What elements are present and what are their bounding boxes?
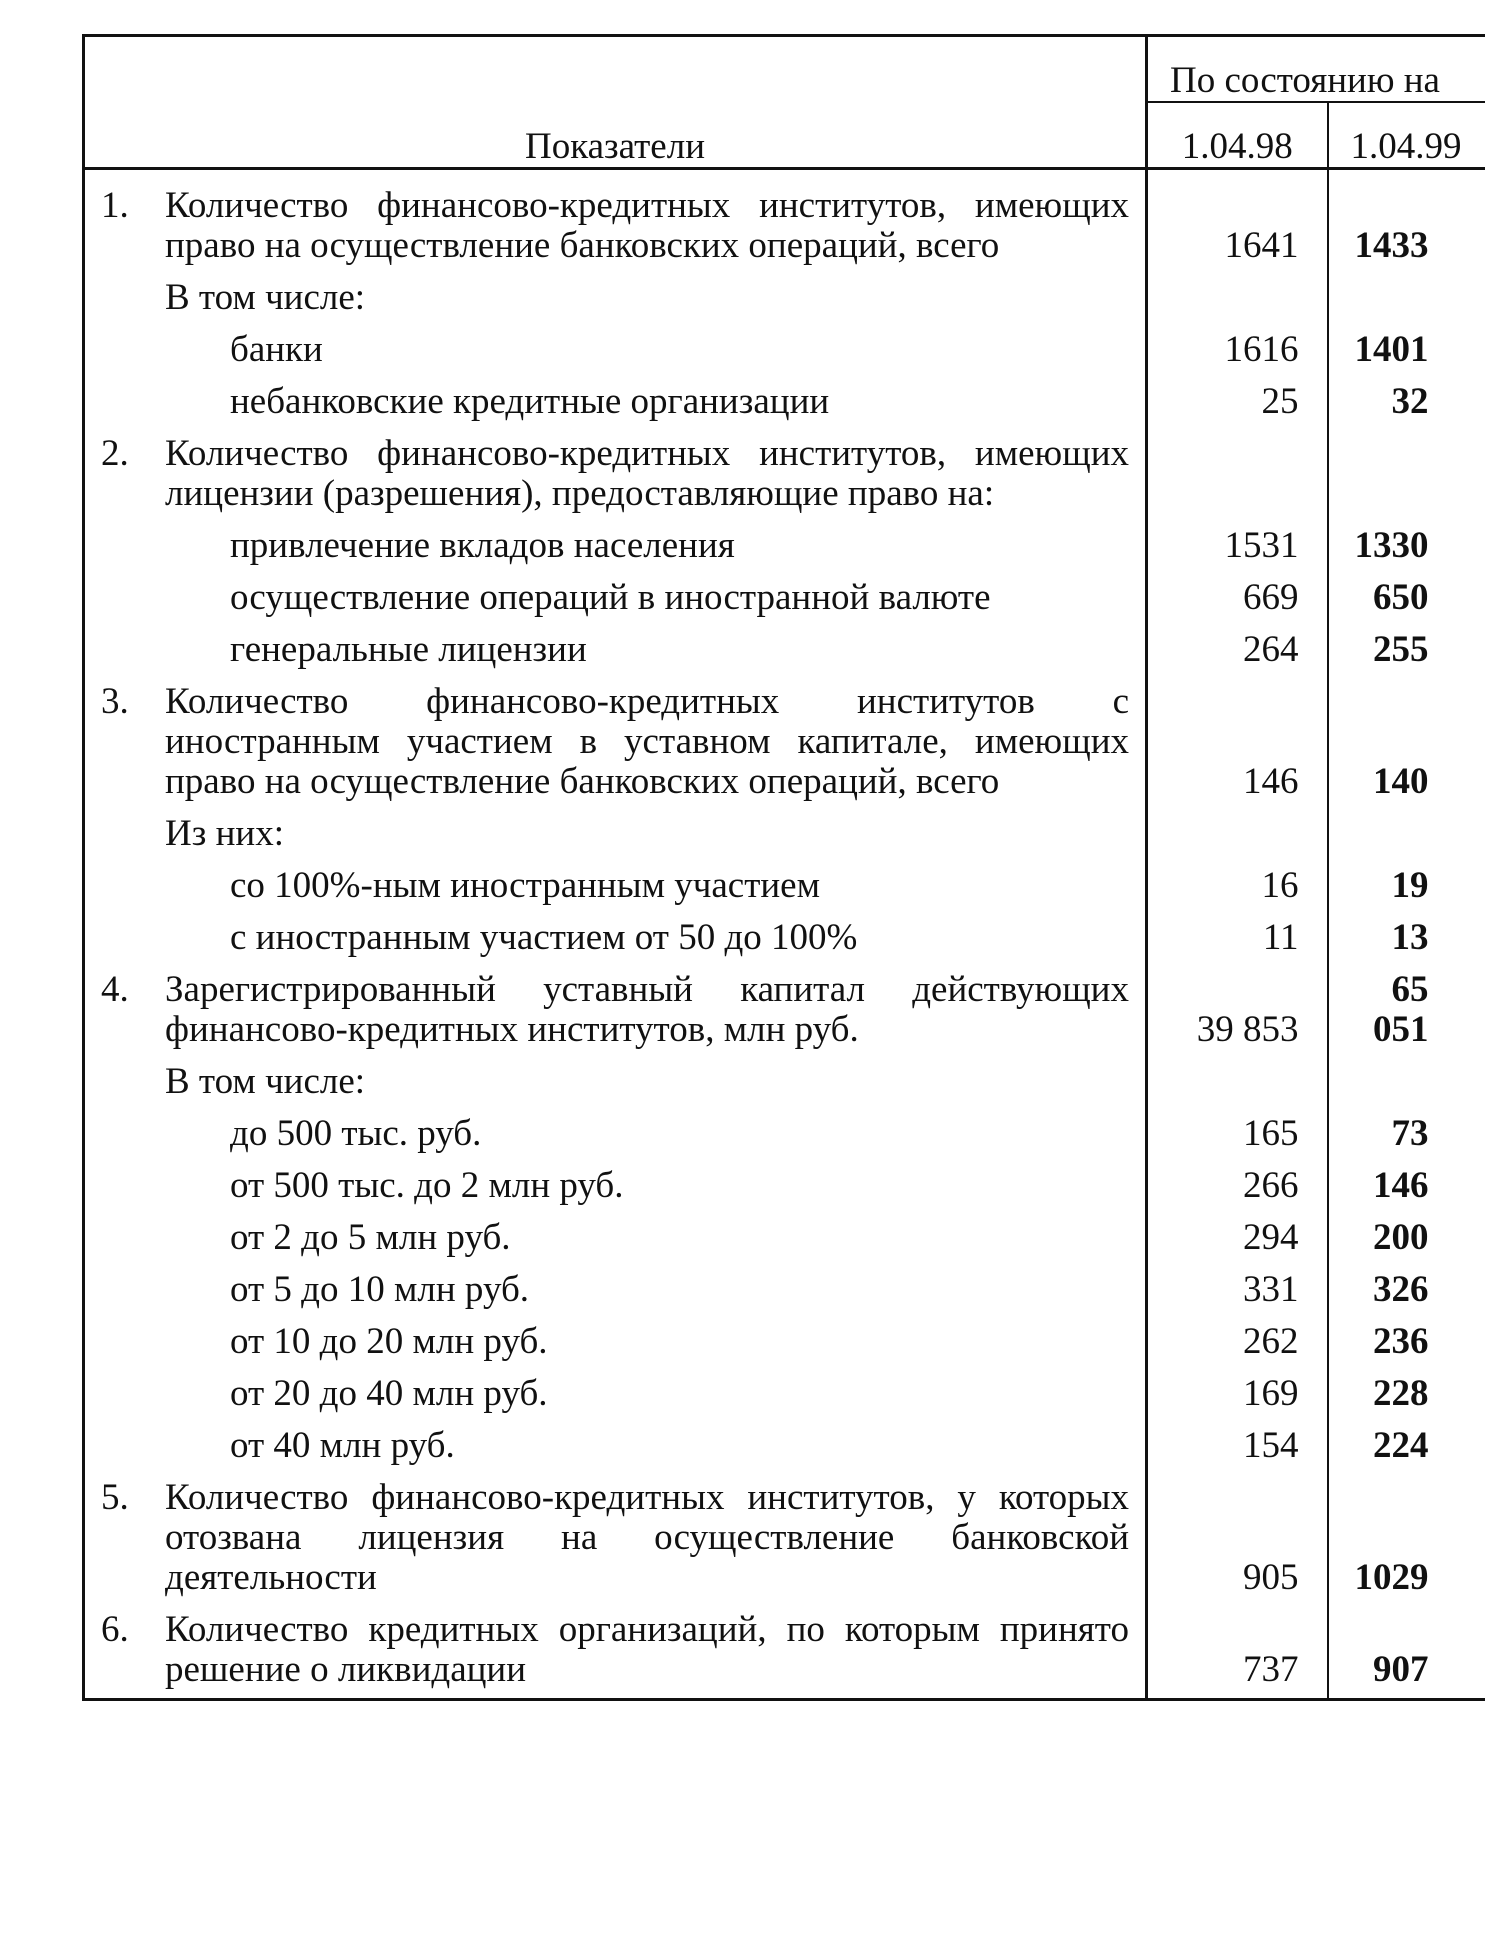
value-1999: 200 [1373, 1217, 1429, 1258]
indicator-item [85, 434, 1145, 514]
value-1998 [1147, 422, 1328, 514]
row-label-cell [84, 854, 1147, 906]
value-1998: 146 [1147, 670, 1328, 802]
row-label-cell [84, 1310, 1147, 1362]
row-label-cell [84, 1466, 1147, 1598]
item-text: Количество финансово-кредитных институтов, у которых отозвана лицензия на осуществление банковской деятельности [165, 1477, 1129, 1598]
value-1998: 154 [1147, 1414, 1328, 1466]
value-1998: 331 [1147, 1258, 1328, 1310]
value-1998: 294 [1147, 1206, 1328, 1258]
sub-item-text: от 40 млн руб. [230, 1425, 455, 1466]
sub-item-text: от 2 до 5 млн руб. [230, 1217, 511, 1258]
row-label-cell [84, 1154, 1147, 1206]
value-1998 [1147, 266, 1328, 318]
table-row [84, 566, 1485, 618]
row-label-cell [84, 1050, 1147, 1102]
row-label-cell [84, 422, 1147, 514]
row-label-cell [84, 370, 1147, 422]
row-label-cell [84, 266, 1147, 318]
table-row [84, 1154, 1485, 1206]
value-1999 [1328, 422, 1485, 514]
value-1999: 1433 [1354, 225, 1429, 266]
header-date-1: 1.04.98 [1147, 102, 1328, 169]
item-number: 4. [101, 969, 129, 1010]
row-label-cell [84, 958, 1147, 1050]
table-row [84, 1102, 1485, 1154]
table-row [84, 422, 1485, 514]
value-1999: 255 [1373, 629, 1429, 670]
item-number: 6. [101, 1609, 129, 1650]
table-row [84, 802, 1485, 854]
table-row [84, 1310, 1485, 1362]
value-1999 [1328, 1050, 1485, 1102]
table-row [84, 1050, 1485, 1102]
table-row [84, 1598, 1485, 1700]
row-label-cell [84, 618, 1147, 670]
value-1999: 907 [1373, 1649, 1429, 1690]
item-number: 2. [101, 433, 129, 474]
group-caption: В том числе: [165, 277, 366, 318]
header-date-2: 1.04.99 [1328, 102, 1485, 169]
table-row [84, 1414, 1485, 1466]
sub-item-text: до 500 тыс. руб. [230, 1113, 482, 1154]
row-label-cell [84, 566, 1147, 618]
value-1998: 39 853 [1147, 958, 1328, 1050]
sub-item-text: от 500 тыс. до 2 млн руб. [230, 1165, 624, 1206]
item-number: 1. [101, 185, 129, 226]
item-number: 5. [101, 1477, 129, 1518]
value-1999: 146 [1373, 1165, 1429, 1206]
value-1998: 169 [1147, 1362, 1328, 1414]
group-caption: В том числе: [165, 1061, 366, 1102]
row-label-cell [84, 906, 1147, 958]
row-label-cell [84, 514, 1147, 566]
value-1999: 1029 [1354, 1557, 1429, 1598]
sub-item-text: банки [230, 329, 323, 370]
item-text: Зарегистрированный уставный капитал действующих финансово-кредитных институтов, млн руб. [165, 969, 1129, 1050]
value-1998: 165 [1147, 1102, 1328, 1154]
table-header [84, 36, 1485, 169]
sub-item-text: с иностранным участием от 50 до 100% [230, 917, 858, 958]
indicator-item [85, 970, 1145, 1050]
table-row [84, 958, 1485, 1050]
row-label-cell [84, 1414, 1147, 1466]
item-text: Количество кредитных организаций, по которым принято решение о ликвидации [165, 1609, 1129, 1690]
sub-item-text: от 5 до 10 млн руб. [230, 1269, 530, 1310]
indicator-item [85, 1478, 1145, 1598]
value-1998: 1531 [1147, 514, 1328, 566]
value-1998 [1147, 1050, 1328, 1102]
table-row [84, 370, 1485, 422]
value-1998 [1147, 802, 1328, 854]
indicator-item [85, 186, 1145, 266]
value-1999 [1328, 266, 1485, 318]
item-text: Количество финансово-кредитных институтов с иностранным участием в уставном капитале, имеющих право на осуществление банковских операций, всего [165, 681, 1129, 802]
sub-item-text: привлечение вкладов населения [230, 525, 735, 566]
value-1999: 140 [1373, 761, 1429, 802]
row-label-cell [84, 318, 1147, 370]
row-label-cell [84, 1362, 1147, 1414]
sub-item-text: небанковские кредитные организации [230, 381, 830, 422]
table-row [84, 169, 1485, 267]
table-row [84, 854, 1485, 906]
value-1998: 25 [1147, 370, 1328, 422]
row-label-cell [84, 1598, 1147, 1700]
value-1998: 1641 [1147, 169, 1328, 267]
table-row [84, 1466, 1485, 1598]
value-1999: 236 [1373, 1321, 1429, 1362]
value-1999: 19 [1391, 865, 1429, 906]
row-label-cell [84, 670, 1147, 802]
table-row [84, 670, 1485, 802]
value-1998: 262 [1147, 1310, 1328, 1362]
table-row [84, 1362, 1485, 1414]
sub-item-text: от 20 до 40 млн руб. [230, 1373, 548, 1414]
statistics-table [82, 34, 1485, 1701]
item-text: Количество финансово-кредитных институтов, имеющих право на осуществление банковских операций, всего [165, 185, 1129, 266]
value-1999 [1328, 802, 1485, 854]
table-body [84, 169, 1485, 1700]
row-label-cell [84, 1258, 1147, 1310]
sub-item-text: осуществление операций в иностранной валюте [230, 577, 991, 618]
row-label-cell [84, 1206, 1147, 1258]
value-1999: 1330 [1354, 525, 1429, 566]
value-1999: 73 [1391, 1113, 1429, 1154]
header-as-of: По состоянию на [1147, 36, 1485, 103]
value-1999: 65 051 [1373, 969, 1429, 1050]
value-1998: 266 [1147, 1154, 1328, 1206]
value-1998: 11 [1147, 906, 1328, 958]
value-1999: 650 [1373, 577, 1429, 618]
sub-item-text: со 100%-ным иностранным участием [230, 865, 821, 906]
table-row [84, 618, 1485, 670]
table-row [84, 1258, 1485, 1310]
group-caption: Из них: [165, 813, 284, 854]
value-1999: 224 [1373, 1425, 1429, 1466]
row-label-cell [84, 1102, 1147, 1154]
table-row [84, 1206, 1485, 1258]
value-1999: 326 [1373, 1269, 1429, 1310]
value-1999: 32 [1391, 381, 1429, 422]
row-label-cell [84, 802, 1147, 854]
value-1998: 264 [1147, 618, 1328, 670]
table-row [84, 266, 1485, 318]
value-1999: 13 [1391, 917, 1429, 958]
value-1998: 669 [1147, 566, 1328, 618]
indicator-item [85, 682, 1145, 802]
table-row [84, 318, 1485, 370]
value-1999: 228 [1373, 1373, 1429, 1414]
sub-item-text: генеральные лицензии [230, 629, 587, 670]
item-number: 3. [101, 681, 129, 722]
indicator-item [85, 1610, 1145, 1690]
table-row [84, 514, 1485, 566]
value-1999: 1401 [1354, 329, 1429, 370]
header-indicators: Показатели [84, 36, 1147, 169]
row-label-cell [84, 169, 1147, 267]
value-1998: 16 [1147, 854, 1328, 906]
sub-item-text: от 10 до 20 млн руб. [230, 1321, 548, 1362]
value-1998: 905 [1147, 1466, 1328, 1598]
value-1998: 737 [1147, 1598, 1328, 1700]
item-text: Количество финансово-кредитных институтов, имеющих лицензии (разрешения), предоставляющие право на: [165, 433, 1129, 514]
value-1998: 1616 [1147, 318, 1328, 370]
table-row [84, 906, 1485, 958]
